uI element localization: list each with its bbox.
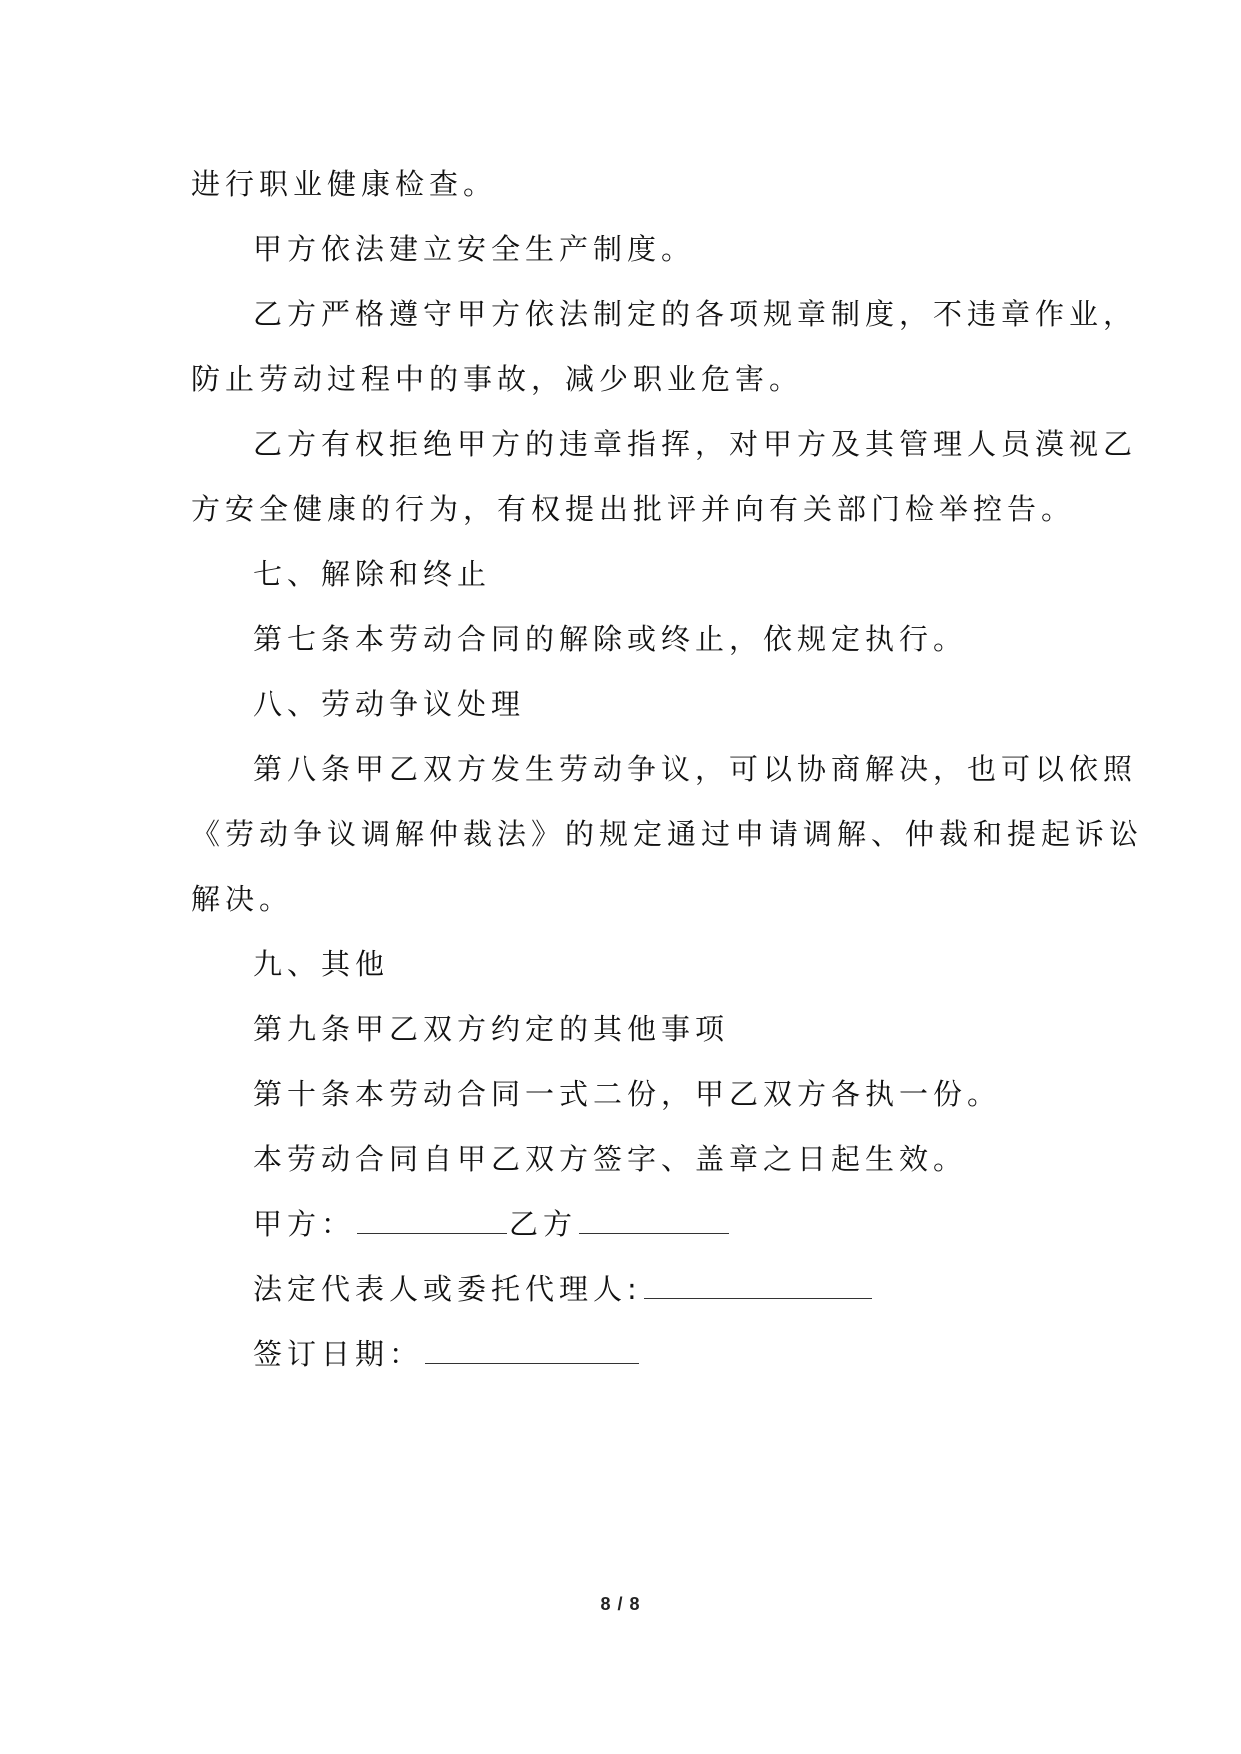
party-b-signature-blank — [579, 1232, 729, 1234]
date-label: 签订日期： — [253, 1337, 424, 1371]
body-text-line: 第八条甲乙双方发生劳动争议，可以协商解决，也可以依照 — [253, 752, 1138, 786]
body-text-line: 第九条甲乙双方约定的其他事项 — [253, 1012, 730, 1046]
section-heading: 八、劳动争议处理 — [253, 687, 526, 721]
signature-parties-line — [253, 1204, 731, 1244]
date-blank — [425, 1362, 639, 1364]
party-a-label: 甲方： — [253, 1207, 356, 1241]
section-heading: 九、其他 — [253, 947, 390, 981]
representative-label: 法定代表人或委托代理人: — [253, 1272, 642, 1306]
body-text-line: 第七条本劳动合同的解除或终止，依规定执行。 — [253, 622, 968, 656]
body-text-line: 方安全健康的行为，有权提出批评并向有关部门检举控告。 — [191, 492, 1076, 526]
date-line — [253, 1334, 641, 1374]
section-heading: 七、解除和终止 — [253, 557, 492, 591]
representative-line — [253, 1269, 874, 1309]
body-text-line: 本劳动合同自甲乙双方签字、盖章之日起生效。 — [253, 1142, 968, 1176]
body-text-line: 乙方严格遵守甲方依法制定的各项规章制度，不违章作业， — [253, 297, 1138, 331]
body-text-line: 《劳动争议调解仲裁法》的规定通过申请调解、仲裁和提起诉讼 — [191, 817, 1144, 851]
body-text-line: 乙方有权拒绝甲方的违章指挥，对甲方及其管理人员漠视乙 — [253, 427, 1138, 461]
body-text-line: 第十条本劳动合同一式二份，甲乙双方各执一份。 — [253, 1077, 1002, 1111]
page-number: 8 / 8 — [600, 1594, 641, 1614]
representative-signature-blank — [644, 1297, 872, 1299]
body-text-line: 甲方依法建立安全生产制度。 — [253, 232, 696, 266]
party-a-signature-blank — [357, 1232, 507, 1234]
body-text-line: 防止劳动过程中的事故，减少职业危害。 — [191, 362, 804, 396]
body-text-line: 进行职业健康检查。 — [191, 167, 498, 201]
party-b-label: 乙方 — [509, 1207, 578, 1241]
body-text-line: 解决。 — [191, 882, 294, 916]
